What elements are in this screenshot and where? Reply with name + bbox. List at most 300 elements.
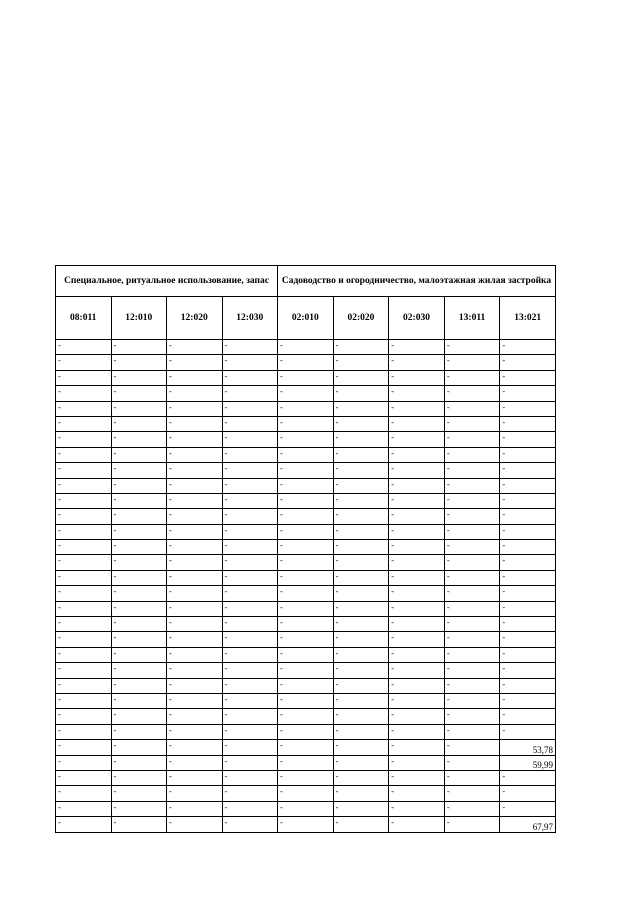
table-cell: -: [111, 678, 167, 693]
table-row: [56, 416, 556, 431]
table-row: [56, 601, 556, 616]
table-row: [56, 617, 556, 632]
code-header: 13:011: [444, 297, 500, 340]
table-row: [56, 724, 556, 739]
table-row: [56, 386, 556, 401]
group-header-row: [56, 266, 556, 297]
table-cell: -: [167, 370, 223, 385]
table-cell: -: [56, 586, 112, 601]
code-header: 02:030: [389, 297, 445, 340]
table-cell: -: [278, 755, 334, 770]
table-row: [56, 740, 556, 755]
table-cell: -: [389, 416, 445, 431]
table-cell: -: [111, 463, 167, 478]
table-cell: -: [500, 678, 556, 693]
table-cell: -: [56, 693, 112, 708]
table-cell: -: [111, 570, 167, 585]
table-cell: -: [278, 801, 334, 816]
table-cell: -: [389, 617, 445, 632]
table-cell: -: [56, 463, 112, 478]
table-row: [56, 647, 556, 662]
table-cell: -: [444, 770, 500, 785]
table-cell: -: [167, 463, 223, 478]
table-cell: -: [333, 355, 389, 370]
table-cell: -: [56, 801, 112, 816]
table-cell: -: [444, 386, 500, 401]
table-cell: -: [167, 355, 223, 370]
table-cell: -: [278, 493, 334, 508]
table-cell: -: [333, 817, 389, 832]
table-cell: -: [222, 647, 278, 662]
table-cell: -: [389, 447, 445, 462]
table-cell: -: [167, 678, 223, 693]
table-cell: -: [167, 509, 223, 524]
table-cell: -: [278, 355, 334, 370]
table-cell: -: [333, 801, 389, 816]
table-cell: -: [222, 617, 278, 632]
table-cell: -: [333, 478, 389, 493]
table-cell: -: [278, 647, 334, 662]
table-cell: -: [56, 493, 112, 508]
table-cell: -: [167, 755, 223, 770]
table-cell: -: [56, 755, 112, 770]
table-cell: -: [56, 555, 112, 570]
table-cell: -: [278, 570, 334, 585]
table-cell: -: [222, 370, 278, 385]
table-cell: -: [167, 770, 223, 785]
table-cell: -: [56, 401, 112, 416]
table-cell: -: [278, 447, 334, 462]
table-cell: -: [167, 401, 223, 416]
table-cell: -: [167, 493, 223, 508]
table-cell: -: [389, 786, 445, 801]
table-cell: -: [444, 693, 500, 708]
group-header-gardening-housing: Садоводство и огородничество, малоэтажная жилая застройка: [278, 266, 556, 297]
table-cell: -: [333, 601, 389, 616]
table-cell: -: [56, 632, 112, 647]
table-cell: -: [56, 524, 112, 539]
table-cell: -: [111, 663, 167, 678]
table-cell: -: [111, 786, 167, 801]
table-cell: -: [222, 540, 278, 555]
table-cell: -: [500, 401, 556, 416]
table-cell: -: [167, 740, 223, 755]
table-cell: -: [500, 509, 556, 524]
table-cell: -: [500, 586, 556, 601]
table-cell: -: [278, 770, 334, 785]
table-cell: -: [56, 340, 112, 355]
table-row: [56, 355, 556, 370]
table-cell: -: [500, 601, 556, 616]
table-row: [56, 801, 556, 816]
table-cell: -: [333, 770, 389, 785]
table-cell: -: [333, 463, 389, 478]
table-cell: -: [500, 447, 556, 462]
table-cell: -: [167, 447, 223, 462]
table-cell: -: [56, 509, 112, 524]
table-cell: -: [444, 617, 500, 632]
table-cell: -: [444, 432, 500, 447]
table-cell: -: [111, 416, 167, 431]
table-cell: -: [167, 555, 223, 570]
table-row: [56, 540, 556, 555]
table-cell: -: [444, 647, 500, 662]
table-cell: -: [167, 663, 223, 678]
table-cell: -: [56, 416, 112, 431]
table-cell: -: [111, 601, 167, 616]
table-row: [56, 555, 556, 570]
table-cell: -: [167, 416, 223, 431]
table-cell: -: [389, 770, 445, 785]
table-cell: -: [500, 570, 556, 585]
table-cell: -: [278, 632, 334, 647]
code-header-row: [56, 297, 556, 340]
table-cell: -: [56, 478, 112, 493]
table-cell: -: [389, 524, 445, 539]
table-cell: -: [444, 524, 500, 539]
table-cell: -: [500, 370, 556, 385]
table-cell: -: [389, 801, 445, 816]
table-cell: -: [389, 478, 445, 493]
table-cell: -: [111, 693, 167, 708]
table-cell: -: [444, 632, 500, 647]
table-cell: -: [167, 524, 223, 539]
table-cell: -: [222, 740, 278, 755]
data-table: [55, 265, 556, 833]
table-cell: -: [278, 478, 334, 493]
table-row: [56, 432, 556, 447]
table-row: [56, 509, 556, 524]
table-cell: -: [333, 524, 389, 539]
table-cell: -: [56, 647, 112, 662]
table-cell: -: [333, 693, 389, 708]
table-cell: -: [333, 678, 389, 693]
table-cell: -: [278, 386, 334, 401]
table-row: [56, 755, 556, 770]
table-cell: -: [167, 693, 223, 708]
table-cell: -: [333, 432, 389, 447]
table-cell: -: [167, 817, 223, 832]
table-cell: -: [56, 540, 112, 555]
table-cell: -: [444, 555, 500, 570]
table-cell: -: [444, 817, 500, 832]
table-cell: 53,78: [500, 740, 556, 755]
table-cell: -: [111, 755, 167, 770]
table-cell: -: [56, 817, 112, 832]
group-header-special-use: Специальное, ритуальное использование, запас: [56, 266, 278, 297]
table-row: [56, 632, 556, 647]
code-header: 12:010: [111, 297, 167, 340]
table-cell: -: [389, 693, 445, 708]
table-cell: -: [389, 709, 445, 724]
table-cell: -: [111, 555, 167, 570]
table-cell: -: [444, 755, 500, 770]
table-cell: -: [444, 340, 500, 355]
table-cell: -: [167, 647, 223, 662]
table-cell: -: [111, 540, 167, 555]
table-cell: -: [444, 570, 500, 585]
table-cell: -: [56, 770, 112, 785]
table-cell: -: [222, 601, 278, 616]
table-cell: -: [389, 817, 445, 832]
table-row: [56, 693, 556, 708]
table-row: [56, 463, 556, 478]
table-cell: -: [278, 786, 334, 801]
table-cell: -: [222, 663, 278, 678]
table-cell: -: [333, 724, 389, 739]
table-cell: -: [111, 724, 167, 739]
table-cell: -: [278, 524, 334, 539]
table-cell: -: [111, 478, 167, 493]
table-cell: -: [111, 340, 167, 355]
table-row: [56, 709, 556, 724]
table-cell: -: [500, 647, 556, 662]
table-cell: -: [333, 447, 389, 462]
table-cell: -: [167, 570, 223, 585]
table-cell: -: [111, 493, 167, 508]
table-cell: -: [56, 709, 112, 724]
table-cell: -: [56, 386, 112, 401]
table-cell: -: [111, 801, 167, 816]
table-cell: -: [111, 740, 167, 755]
table-cell: -: [389, 586, 445, 601]
table-cell: -: [333, 493, 389, 508]
table-cell: -: [333, 709, 389, 724]
table-cell: -: [56, 447, 112, 462]
table-cell: -: [389, 355, 445, 370]
table-cell: -: [500, 555, 556, 570]
table-cell: -: [222, 478, 278, 493]
table-cell: -: [500, 617, 556, 632]
table-cell: -: [444, 401, 500, 416]
table-cell: -: [500, 632, 556, 647]
table-cell: -: [389, 555, 445, 570]
table-cell: -: [333, 632, 389, 647]
table-cell: -: [56, 740, 112, 755]
table-cell: -: [111, 524, 167, 539]
table-cell: -: [444, 493, 500, 508]
table-row: [56, 770, 556, 785]
table-cell: -: [444, 786, 500, 801]
table-cell: -: [56, 355, 112, 370]
table-cell: -: [111, 647, 167, 662]
table-cell: -: [222, 463, 278, 478]
table-cell: -: [444, 724, 500, 739]
table-cell: -: [333, 663, 389, 678]
table-cell: -: [222, 693, 278, 708]
table-cell: -: [389, 540, 445, 555]
table-row: [56, 663, 556, 678]
table-cell: -: [167, 786, 223, 801]
table-cell: -: [56, 724, 112, 739]
table-cell: -: [111, 617, 167, 632]
table-cell: -: [500, 340, 556, 355]
table-cell: -: [111, 817, 167, 832]
table-body: [56, 340, 556, 833]
table-cell: -: [111, 432, 167, 447]
table-cell: -: [167, 801, 223, 816]
table-cell: -: [444, 540, 500, 555]
table-cell: -: [444, 463, 500, 478]
table-cell: -: [389, 724, 445, 739]
table-cell: -: [444, 370, 500, 385]
table-cell: -: [222, 709, 278, 724]
table-cell: -: [167, 632, 223, 647]
table-cell: -: [56, 370, 112, 385]
table-cell: -: [167, 340, 223, 355]
table-cell: -: [500, 416, 556, 431]
table-cell: -: [444, 740, 500, 755]
table-cell: -: [333, 401, 389, 416]
table-row: [56, 478, 556, 493]
table-cell: -: [500, 786, 556, 801]
table-cell: -: [278, 463, 334, 478]
table-row: [56, 401, 556, 416]
table-cell: -: [222, 817, 278, 832]
table-cell: -: [111, 447, 167, 462]
table-cell: -: [278, 617, 334, 632]
table-cell: -: [278, 817, 334, 832]
table-cell: -: [389, 463, 445, 478]
table-cell: -: [500, 709, 556, 724]
table-cell: -: [278, 401, 334, 416]
table-row: [56, 370, 556, 385]
table-cell: -: [222, 786, 278, 801]
table-cell: -: [167, 386, 223, 401]
table-cell: -: [278, 340, 334, 355]
table-cell: -: [278, 693, 334, 708]
table-cell: -: [278, 370, 334, 385]
table-cell: -: [222, 509, 278, 524]
code-header: 08:011: [56, 297, 112, 340]
table-cell: -: [389, 647, 445, 662]
table-header: [56, 266, 556, 340]
table-cell: -: [389, 632, 445, 647]
table-cell: -: [56, 601, 112, 616]
table-cell: -: [167, 601, 223, 616]
table-cell: -: [222, 416, 278, 431]
table-cell: -: [333, 617, 389, 632]
table-cell: -: [333, 340, 389, 355]
code-header: 02:020: [333, 297, 389, 340]
code-header: 12:030: [222, 297, 278, 340]
table-cell: -: [222, 432, 278, 447]
table-cell: -: [278, 740, 334, 755]
table-cell: -: [222, 801, 278, 816]
table-cell: -: [389, 663, 445, 678]
table-cell: -: [111, 386, 167, 401]
table-cell: -: [222, 678, 278, 693]
table-cell: -: [222, 447, 278, 462]
table-cell: -: [56, 432, 112, 447]
code-header: 02:010: [278, 297, 334, 340]
table-cell: -: [111, 401, 167, 416]
table-row: [56, 786, 556, 801]
table-cell: -: [56, 663, 112, 678]
table-cell: -: [389, 601, 445, 616]
table-cell: -: [444, 586, 500, 601]
table-cell: -: [500, 493, 556, 508]
table-row: [56, 678, 556, 693]
table-cell: -: [333, 570, 389, 585]
table-cell: -: [333, 509, 389, 524]
table-cell: -: [500, 801, 556, 816]
table-cell: -: [56, 617, 112, 632]
table-cell: -: [111, 770, 167, 785]
table-cell: -: [222, 340, 278, 355]
table-cell: -: [278, 416, 334, 431]
table-row: [56, 817, 556, 832]
table-cell: -: [56, 678, 112, 693]
table-cell: -: [333, 647, 389, 662]
table-cell: -: [333, 586, 389, 601]
table-cell: -: [167, 478, 223, 493]
table-cell: -: [333, 740, 389, 755]
table-cell: -: [500, 386, 556, 401]
table-row: [56, 524, 556, 539]
table-cell: -: [444, 509, 500, 524]
table-cell: -: [222, 524, 278, 539]
table-row: [56, 586, 556, 601]
table-cell: 59,99: [500, 755, 556, 770]
table-cell: -: [333, 540, 389, 555]
table-cell: -: [111, 709, 167, 724]
table-cell: -: [278, 663, 334, 678]
table-cell: -: [389, 340, 445, 355]
table-cell: -: [389, 386, 445, 401]
table-cell: -: [222, 386, 278, 401]
table-row: [56, 447, 556, 462]
table-cell: -: [444, 601, 500, 616]
code-header: 12:020: [167, 297, 223, 340]
table-cell: -: [278, 586, 334, 601]
table-cell: -: [278, 709, 334, 724]
table-cell: -: [389, 370, 445, 385]
table-cell: -: [167, 586, 223, 601]
table-cell: -: [333, 786, 389, 801]
table-cell: -: [278, 724, 334, 739]
code-header: 13:021: [500, 297, 556, 340]
table-cell: -: [278, 601, 334, 616]
table-cell: -: [333, 370, 389, 385]
table-row: [56, 570, 556, 585]
table-cell: -: [278, 432, 334, 447]
table-cell: -: [167, 709, 223, 724]
table-cell: -: [222, 724, 278, 739]
table-cell: -: [222, 355, 278, 370]
table-cell: -: [500, 463, 556, 478]
table-cell: 67,97: [500, 817, 556, 832]
table-cell: -: [500, 524, 556, 539]
table-cell: -: [389, 401, 445, 416]
table-cell: -: [500, 478, 556, 493]
table-cell: -: [111, 632, 167, 647]
table-row: [56, 340, 556, 355]
table-cell: -: [278, 540, 334, 555]
table-cell: -: [389, 493, 445, 508]
table-cell: -: [167, 724, 223, 739]
table-cell: -: [444, 355, 500, 370]
table-cell: -: [222, 586, 278, 601]
table-cell: -: [444, 801, 500, 816]
table-cell: -: [278, 678, 334, 693]
table-cell: -: [111, 586, 167, 601]
table-cell: -: [111, 509, 167, 524]
table-cell: -: [56, 570, 112, 585]
table-cell: -: [444, 478, 500, 493]
table-cell: -: [389, 432, 445, 447]
table-row: [56, 493, 556, 508]
